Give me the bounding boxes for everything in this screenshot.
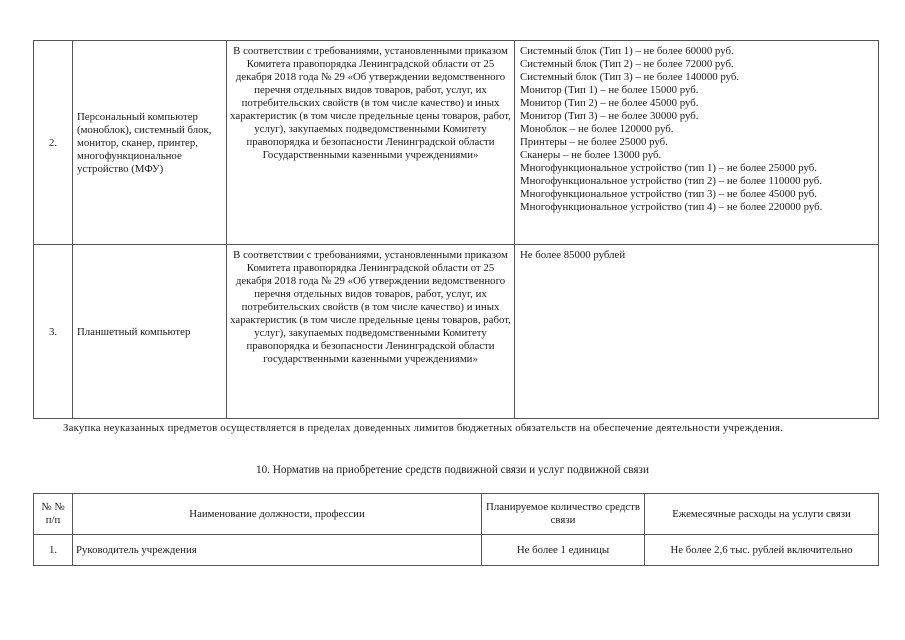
price-line: Сканеры – не более 13000 руб.: [520, 149, 662, 161]
table-row: [34, 41, 879, 245]
price-line: Монитор (Тип 3) – не более 30000 руб.: [520, 110, 699, 122]
legal-basis: В соответствии с требованиями, установленными приказом Комитета правопорядка Ленинградской области от 25 декабря 2018 года № 29 «Об утверждении ведомственного перечня отдельных видов товаров, работ, услуг, их потребительских свойств (в том числе качество) и иных характеристик (в том числе предельные цены товаров, работ, услуг), закупаемых подведомственными Комитету правопорядка и безопасности Ленинградской области Государственными казенными учреждениями»: [227, 41, 515, 245]
table-row: [34, 245, 879, 419]
position-name: Руководитель учреждения: [73, 535, 482, 566]
price-line: Моноблок – не более 120000 руб.: [520, 123, 674, 135]
table-header-row: [34, 494, 879, 535]
expenses-value: Не более 2,6 тыс. рублей включительно: [645, 535, 879, 566]
price-line: Многофункциональное устройство (тип 1) – не более 25000 руб.: [520, 162, 817, 174]
header-quantity: Планируемое количество средств связи: [482, 494, 645, 535]
item-name: Планшетный компьютер: [73, 245, 227, 419]
price-line: Не более 85000 рублей: [520, 249, 626, 261]
table-row: [34, 535, 879, 566]
purchase-note-paragraph: Закупка неуказанных предметов осуществляется в пределах доведенных лимитов бюджетных обязательств на обеспечение деятельности учреждения.: [63, 422, 784, 434]
row-number: 3.: [34, 245, 73, 419]
price-limits: [515, 245, 879, 419]
price-line: Системный блок (Тип 1) – не более 60000 руб.: [520, 45, 734, 57]
price-line: Многофункциональное устройство (тип 3) – не более 45000 руб.: [520, 188, 817, 200]
row-number: 1.: [34, 535, 73, 566]
row-number: 2.: [34, 41, 73, 245]
quantity-value: Не более 1 единицы: [482, 535, 645, 566]
price-line: Монитор (Тип 1) – не более 15000 руб.: [520, 84, 699, 96]
mobile-communication-table: [33, 493, 879, 566]
price-line: Системный блок (Тип 2) – не более 72000 руб.: [520, 58, 734, 70]
legal-basis: В соответствии с требованиями, установленными приказом Комитета правопорядка Ленинградской области от 25 декабря 2018 года № 29 «Об утверждении ведомственного перечня отдельных видов товаров, работ, услуг, их потребительских свойств (в том числе качество) и иных характеристик (в том числе предельные цены товаров, работ, услуг), закупаемых подведомственными Комитету правопорядка и безопасности Ленинградской области государственными казенными учреждениями»: [227, 245, 515, 419]
price-line: Многофункциональное устройство (тип 2) – не более 110000 руб.: [520, 175, 822, 187]
price-limits: [515, 41, 879, 245]
equipment-limits-table: [33, 40, 879, 419]
price-line: Принтеры – не более 25000 руб.: [520, 136, 668, 148]
header-number: № № п/п: [34, 494, 73, 535]
item-name: Персональный компьютер (моноблок), системный блок, монитор, сканер, принтер, многофункциональное устройство (МФУ): [73, 41, 227, 245]
section-heading: 10. Норматив на приобретение средств подвижной связи и услуг подвижной связи: [256, 464, 649, 476]
price-line: Многофункциональное устройство (тип 4) – не более 220000 руб.: [520, 201, 823, 213]
header-position: Наименование должности, профессии: [73, 494, 482, 535]
header-expenses: Ежемесячные расходы на услуги связи: [645, 494, 879, 535]
price-line: Монитор (Тип 2) – не более 45000 руб.: [520, 97, 699, 109]
price-line: Системный блок (Тип 3) – не более 140000 руб.: [520, 71, 740, 83]
